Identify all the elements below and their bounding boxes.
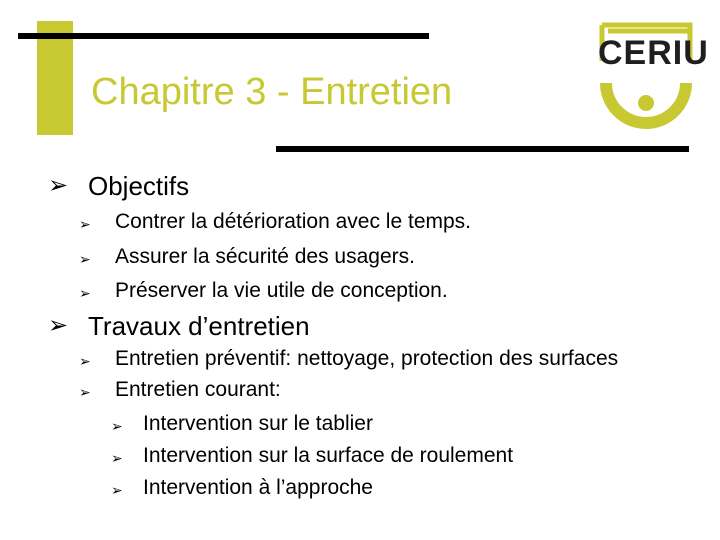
logo-text: CERIU <box>598 34 709 72</box>
sub-list-item-text: Intervention sur le tablier <box>143 412 373 435</box>
arrowhead-bullet-icon: ➢ <box>48 172 69 199</box>
arrowhead-bullet-icon: ➢ <box>79 285 91 301</box>
sub-list-item-text: Intervention à l’approche <box>143 476 373 499</box>
bottom-rule <box>276 146 689 152</box>
ceriu-logo <box>598 21 709 133</box>
list-item-text: Assurer la sécurité des usagers. <box>115 245 415 268</box>
section-heading: Travaux d’entretien <box>88 311 310 341</box>
arrowhead-bullet-icon: ➢ <box>111 418 123 434</box>
top-rule <box>18 33 429 39</box>
sub-list-item-text: Intervention sur la surface de roulement <box>143 444 514 467</box>
slide-title: Chapitre 3 - Entretien <box>91 71 453 113</box>
arrowhead-bullet-icon: ➢ <box>79 353 91 369</box>
list-item-text: Entretien préventif: nettoyage, protection des surfaces <box>115 347 619 370</box>
section-heading: Objectifs <box>88 171 190 201</box>
list-item-text: Contrer la détérioration avec le temps. <box>115 210 472 233</box>
arrowhead-bullet-icon: ➢ <box>79 216 91 232</box>
arrowhead-bullet-icon: ➢ <box>79 251 91 267</box>
list-item-text: Entretien courant: <box>115 378 281 401</box>
arrowhead-bullet-icon: ➢ <box>48 312 69 339</box>
arrowhead-bullet-icon: ➢ <box>111 482 123 498</box>
list-item-text: Préserver la vie utile de conception. <box>115 279 448 302</box>
arrowhead-bullet-icon: ➢ <box>79 384 91 400</box>
arrowhead-bullet-icon: ➢ <box>111 450 123 466</box>
